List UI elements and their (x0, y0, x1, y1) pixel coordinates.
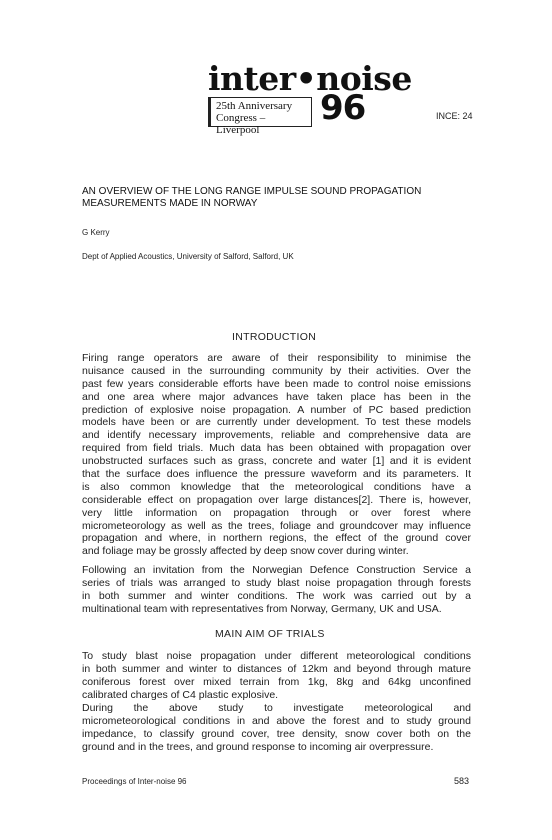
text-line: series of trials was arranged to study blast noise propagation through forests (82, 576, 471, 589)
text-line: propagation and where, in northern regions, the effect of the ground cover (82, 532, 471, 545)
conference-logo-wordmark: inter•noise (208, 59, 412, 98)
text-line: During the above study to investigate meteorological and (82, 702, 471, 714)
text-line: is also common knowledge that the meteorological conditions have a (82, 480, 471, 493)
text-line: multinational team with representatives from Norway, Germany, UK and USA. (82, 602, 442, 615)
main-aim-paragraph-1 (82, 650, 471, 702)
text-line: and one area where major advances have taken place has been in the (82, 390, 471, 403)
text-line: Following an invitation from the Norwegian Defence Construction Service a (82, 564, 471, 576)
text-line: nuisance caused in the surrounding community by their activities. Over the (82, 364, 471, 377)
page-number: 583 (454, 776, 470, 786)
text-line: required from field trials. Much data has been obtained with propagation over (82, 442, 471, 455)
section-heading-introduction: INTRODUCTION (232, 331, 317, 343)
conference-logo-year: 96 (320, 88, 366, 128)
text-line: models have been or are currently under development. To test these models (82, 416, 471, 429)
text-line: and identify necessary improvements, reliable and comprehensive data are (82, 429, 471, 442)
section-heading-main-aim: MAIN AIM OF TRIALS (215, 628, 325, 640)
paper-affiliation: Dept of Applied Acoustics, University of Salford, Salford, UK (82, 252, 294, 261)
text-line: micrometeorology as well as the trees, foliage and groundcover may influence (82, 519, 471, 532)
text-line: prediction of explosive noise propagation. A number of PC based prediction (82, 403, 471, 416)
logo-box-line-2: Congress – Liverpool (216, 112, 266, 136)
paper-title (82, 186, 482, 210)
text-line: past few years considerable efforts have been made to control noise emissions (82, 377, 471, 390)
text-line: To study blast noise propagation under different meteorological conditions (82, 650, 471, 662)
reference-code: INCE: 24 (436, 111, 473, 121)
text-line: ground and in the trees, and ground response to incoming air overpressure. (82, 740, 434, 753)
text-line: Firing range operators are aware of their responsibility to minimise the (82, 352, 471, 364)
paper-author: G Kerry (82, 228, 110, 237)
text-line: impedance, to classify ground cover, tree density, snow cover both on the (82, 727, 471, 740)
conference-logo-box (208, 97, 312, 136)
text-line: and foliage may be grossly affected by deep snow cover during winter. (82, 545, 409, 558)
text-line: that the surface does influence the pressure waveform and its parameters. It (82, 468, 471, 481)
introduction-paragraph-1 (82, 352, 471, 558)
text-line: calibrated charges of C4 plastic explosive. (82, 688, 279, 701)
text-line: very little information on propagation through or over forest where (82, 506, 471, 519)
introduction-paragraph-2 (82, 564, 471, 616)
text-line: in both summer and winter to distances of 12km and beyond through mature (82, 662, 471, 675)
proceedings-footer: Proceedings of Inter-noise 96 (82, 777, 187, 786)
main-aim-paragraph-2 (82, 702, 471, 754)
text-line: considerable effect on propagation over large distances[2]. There is, however, (82, 493, 471, 506)
logo-box-line-1: 25th Anniversary (216, 100, 293, 112)
paper-title-line-1: AN OVERVIEW OF THE LONG RANGE IMPULSE SOUND PROPAGATION (82, 186, 422, 197)
paper-title-line-2: MEASUREMENTS MADE IN NORWAY (82, 198, 258, 209)
text-line: in both summer and winter conditions. The work was carried out by a (82, 589, 471, 602)
text-line: unobstructed surfaces such as grass, concrete and water [1] and it is evident (82, 455, 471, 468)
text-line: coniferous forest over mixed terrain from 1kg, 8kg and 64kg unconfined (82, 675, 471, 688)
text-line: micrometeorological conditions in and above the forest and to study ground (82, 714, 471, 727)
